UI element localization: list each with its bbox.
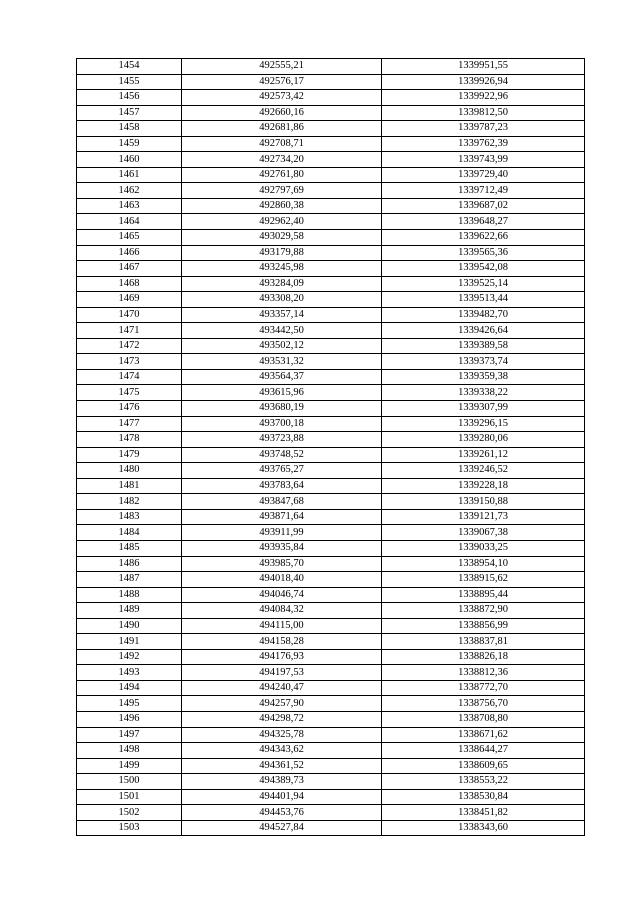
- y-coordinate-cell: 1338671,62: [382, 727, 585, 743]
- x-coordinate-cell: 494401,94: [182, 789, 382, 805]
- point-number-cell: 1479: [77, 447, 182, 463]
- x-coordinate-cell: 493765,27: [182, 463, 382, 479]
- y-coordinate-cell: 1338812,36: [382, 665, 585, 681]
- point-number-cell: 1465: [77, 230, 182, 246]
- table-row: [77, 59, 585, 75]
- table-row: [77, 540, 585, 556]
- point-number-cell: 1481: [77, 478, 182, 494]
- y-coordinate-cell: 1339280,06: [382, 432, 585, 448]
- x-coordinate-cell: 492576,17: [182, 74, 382, 90]
- x-coordinate-cell: 493502,12: [182, 338, 382, 354]
- point-number-cell: 1475: [77, 385, 182, 401]
- table-row: [77, 401, 585, 417]
- point-number-cell: 1496: [77, 711, 182, 727]
- table-row: [77, 478, 585, 494]
- y-coordinate-cell: 1339359,38: [382, 369, 585, 385]
- y-coordinate-cell: 1339926,94: [382, 74, 585, 90]
- point-number-cell: 1459: [77, 136, 182, 152]
- point-number-cell: 1480: [77, 463, 182, 479]
- y-coordinate-cell: 1339121,73: [382, 509, 585, 525]
- x-coordinate-cell: 494361,52: [182, 758, 382, 774]
- point-number-cell: 1464: [77, 214, 182, 230]
- point-number-cell: 1454: [77, 59, 182, 75]
- y-coordinate-cell: 1339542,08: [382, 261, 585, 277]
- y-coordinate-cell: 1339648,27: [382, 214, 585, 230]
- table-row: [77, 494, 585, 510]
- y-coordinate-cell: 1338609,65: [382, 758, 585, 774]
- table-row: [77, 447, 585, 463]
- y-coordinate-cell: 1339389,58: [382, 338, 585, 354]
- table-row: [77, 214, 585, 230]
- x-coordinate-cell: 494018,40: [182, 572, 382, 588]
- x-coordinate-cell: 492734,20: [182, 152, 382, 168]
- table-row: [77, 121, 585, 137]
- y-coordinate-cell: 1339513,44: [382, 292, 585, 308]
- x-coordinate-cell: 493680,19: [182, 401, 382, 417]
- point-number-cell: 1498: [77, 743, 182, 759]
- y-coordinate-cell: 1339426,64: [382, 323, 585, 339]
- table-row: [77, 727, 585, 743]
- table-row: [77, 152, 585, 168]
- y-coordinate-cell: 1338772,70: [382, 680, 585, 696]
- point-number-cell: 1502: [77, 805, 182, 821]
- table-row: [77, 338, 585, 354]
- y-coordinate-cell: 1338708,80: [382, 711, 585, 727]
- point-number-cell: 1492: [77, 649, 182, 665]
- table-row: [77, 789, 585, 805]
- y-coordinate-cell: 1338644,27: [382, 743, 585, 759]
- table-row: [77, 618, 585, 634]
- x-coordinate-cell: 493847,68: [182, 494, 382, 510]
- x-coordinate-cell: 492797,69: [182, 183, 382, 199]
- y-coordinate-cell: 1339482,70: [382, 307, 585, 323]
- point-number-cell: 1474: [77, 369, 182, 385]
- table-row: [77, 261, 585, 277]
- x-coordinate-cell: 493723,88: [182, 432, 382, 448]
- x-coordinate-cell: 493564,37: [182, 369, 382, 385]
- table-row: [77, 230, 585, 246]
- x-coordinate-cell: 492573,42: [182, 90, 382, 106]
- y-coordinate-cell: 1338826,18: [382, 649, 585, 665]
- table-row: [77, 572, 585, 588]
- x-coordinate-cell: 494298,72: [182, 711, 382, 727]
- table-row: [77, 743, 585, 759]
- point-number-cell: 1484: [77, 525, 182, 541]
- y-coordinate-cell: 1339951,55: [382, 59, 585, 75]
- table-row: [77, 74, 585, 90]
- point-number-cell: 1487: [77, 572, 182, 588]
- x-coordinate-cell: 494325,78: [182, 727, 382, 743]
- table-row: [77, 90, 585, 106]
- table-row: [77, 105, 585, 121]
- coordinates-table: [76, 58, 585, 836]
- x-coordinate-cell: 494197,53: [182, 665, 382, 681]
- y-coordinate-cell: 1339687,02: [382, 198, 585, 214]
- y-coordinate-cell: 1338954,10: [382, 556, 585, 572]
- point-number-cell: 1491: [77, 634, 182, 650]
- point-number-cell: 1469: [77, 292, 182, 308]
- x-coordinate-cell: 492962,40: [182, 214, 382, 230]
- table-row: [77, 634, 585, 650]
- x-coordinate-cell: 494343,62: [182, 743, 382, 759]
- table-row: [77, 463, 585, 479]
- point-number-cell: 1477: [77, 416, 182, 432]
- x-coordinate-cell: 494257,90: [182, 696, 382, 712]
- table-row: [77, 603, 585, 619]
- x-coordinate-cell: 493871,64: [182, 509, 382, 525]
- point-number-cell: 1461: [77, 167, 182, 183]
- table-row: [77, 805, 585, 821]
- table-row: [77, 354, 585, 370]
- x-coordinate-cell: 494046,74: [182, 587, 382, 603]
- point-number-cell: 1478: [77, 432, 182, 448]
- y-coordinate-cell: 1339743,99: [382, 152, 585, 168]
- point-number-cell: 1486: [77, 556, 182, 572]
- table-row: [77, 665, 585, 681]
- y-coordinate-cell: 1339296,15: [382, 416, 585, 432]
- x-coordinate-cell: 494240,47: [182, 680, 382, 696]
- y-coordinate-cell: 1339622,66: [382, 230, 585, 246]
- point-number-cell: 1494: [77, 680, 182, 696]
- table-row: [77, 369, 585, 385]
- x-coordinate-cell: 493615,96: [182, 385, 382, 401]
- table-row: [77, 167, 585, 183]
- x-coordinate-cell: 494453,76: [182, 805, 382, 821]
- y-coordinate-cell: 1339228,18: [382, 478, 585, 494]
- x-coordinate-cell: 493748,52: [182, 447, 382, 463]
- y-coordinate-cell: 1338343,60: [382, 820, 585, 836]
- point-number-cell: 1471: [77, 323, 182, 339]
- x-coordinate-cell: 494158,28: [182, 634, 382, 650]
- x-coordinate-cell: 493985,70: [182, 556, 382, 572]
- y-coordinate-cell: 1339922,96: [382, 90, 585, 106]
- table-row: [77, 245, 585, 261]
- y-coordinate-cell: 1339033,25: [382, 540, 585, 556]
- point-number-cell: 1495: [77, 696, 182, 712]
- y-coordinate-cell: 1338451,82: [382, 805, 585, 821]
- point-number-cell: 1466: [77, 245, 182, 261]
- x-coordinate-cell: 494527,84: [182, 820, 382, 836]
- x-coordinate-cell: 494389,73: [182, 774, 382, 790]
- x-coordinate-cell: 493531,32: [182, 354, 382, 370]
- x-coordinate-cell: 492860,38: [182, 198, 382, 214]
- x-coordinate-cell: 494115,00: [182, 618, 382, 634]
- table-row: [77, 385, 585, 401]
- point-number-cell: 1467: [77, 261, 182, 277]
- point-number-cell: 1485: [77, 540, 182, 556]
- table-row: [77, 556, 585, 572]
- y-coordinate-cell: 1339525,14: [382, 276, 585, 292]
- y-coordinate-cell: 1338895,44: [382, 587, 585, 603]
- y-coordinate-cell: 1338553,22: [382, 774, 585, 790]
- point-number-cell: 1488: [77, 587, 182, 603]
- x-coordinate-cell: 494176,93: [182, 649, 382, 665]
- y-coordinate-cell: 1339246,52: [382, 463, 585, 479]
- y-coordinate-cell: 1339150,88: [382, 494, 585, 510]
- x-coordinate-cell: 493029,58: [182, 230, 382, 246]
- y-coordinate-cell: 1339762,39: [382, 136, 585, 152]
- point-number-cell: 1455: [77, 74, 182, 90]
- x-coordinate-cell: 492708,71: [182, 136, 382, 152]
- x-coordinate-cell: 492681,86: [182, 121, 382, 137]
- point-number-cell: 1470: [77, 307, 182, 323]
- point-number-cell: 1463: [77, 198, 182, 214]
- table-row: [77, 774, 585, 790]
- table-row: [77, 136, 585, 152]
- point-number-cell: 1482: [77, 494, 182, 510]
- point-number-cell: 1473: [77, 354, 182, 370]
- coordinates-table-body: [77, 59, 585, 836]
- y-coordinate-cell: 1339307,99: [382, 401, 585, 417]
- x-coordinate-cell: 493783,64: [182, 478, 382, 494]
- x-coordinate-cell: 493179,88: [182, 245, 382, 261]
- point-number-cell: 1483: [77, 509, 182, 525]
- table-row: [77, 696, 585, 712]
- point-number-cell: 1489: [77, 603, 182, 619]
- x-coordinate-cell: 493700,18: [182, 416, 382, 432]
- table-row: [77, 525, 585, 541]
- point-number-cell: 1497: [77, 727, 182, 743]
- point-number-cell: 1490: [77, 618, 182, 634]
- point-number-cell: 1493: [77, 665, 182, 681]
- y-coordinate-cell: 1339338,22: [382, 385, 585, 401]
- table-row: [77, 292, 585, 308]
- point-number-cell: 1499: [77, 758, 182, 774]
- y-coordinate-cell: 1339261,12: [382, 447, 585, 463]
- y-coordinate-cell: 1339067,38: [382, 525, 585, 541]
- table-row: [77, 432, 585, 448]
- point-number-cell: 1501: [77, 789, 182, 805]
- point-number-cell: 1456: [77, 90, 182, 106]
- x-coordinate-cell: 493245,98: [182, 261, 382, 277]
- table-row: [77, 711, 585, 727]
- y-coordinate-cell: 1339787,23: [382, 121, 585, 137]
- table-row: [77, 820, 585, 836]
- table-row: [77, 509, 585, 525]
- table-row: [77, 323, 585, 339]
- x-coordinate-cell: 493357,14: [182, 307, 382, 323]
- point-number-cell: 1468: [77, 276, 182, 292]
- table-row: [77, 416, 585, 432]
- y-coordinate-cell: 1338872,90: [382, 603, 585, 619]
- x-coordinate-cell: 493911,99: [182, 525, 382, 541]
- y-coordinate-cell: 1339712,49: [382, 183, 585, 199]
- x-coordinate-cell: 493284,09: [182, 276, 382, 292]
- y-coordinate-cell: 1339373,74: [382, 354, 585, 370]
- table-row: [77, 307, 585, 323]
- point-number-cell: 1457: [77, 105, 182, 121]
- y-coordinate-cell: 1338856,99: [382, 618, 585, 634]
- y-coordinate-cell: 1338530,84: [382, 789, 585, 805]
- table-row: [77, 276, 585, 292]
- table-row: [77, 587, 585, 603]
- y-coordinate-cell: 1339729,40: [382, 167, 585, 183]
- x-coordinate-cell: 492555,21: [182, 59, 382, 75]
- table-row: [77, 198, 585, 214]
- point-number-cell: 1476: [77, 401, 182, 417]
- x-coordinate-cell: 493935,84: [182, 540, 382, 556]
- y-coordinate-cell: 1338756,70: [382, 696, 585, 712]
- x-coordinate-cell: 492660,16: [182, 105, 382, 121]
- x-coordinate-cell: 492761,80: [182, 167, 382, 183]
- x-coordinate-cell: 493442,50: [182, 323, 382, 339]
- x-coordinate-cell: 494084,32: [182, 603, 382, 619]
- y-coordinate-cell: 1339812,50: [382, 105, 585, 121]
- point-number-cell: 1462: [77, 183, 182, 199]
- point-number-cell: 1472: [77, 338, 182, 354]
- table-row: [77, 649, 585, 665]
- table-row: [77, 758, 585, 774]
- y-coordinate-cell: 1338837,81: [382, 634, 585, 650]
- table-row: [77, 183, 585, 199]
- point-number-cell: 1458: [77, 121, 182, 137]
- y-coordinate-cell: 1339565,36: [382, 245, 585, 261]
- point-number-cell: 1503: [77, 820, 182, 836]
- point-number-cell: 1460: [77, 152, 182, 168]
- table-row: [77, 680, 585, 696]
- x-coordinate-cell: 493308,20: [182, 292, 382, 308]
- point-number-cell: 1500: [77, 774, 182, 790]
- y-coordinate-cell: 1338915,62: [382, 572, 585, 588]
